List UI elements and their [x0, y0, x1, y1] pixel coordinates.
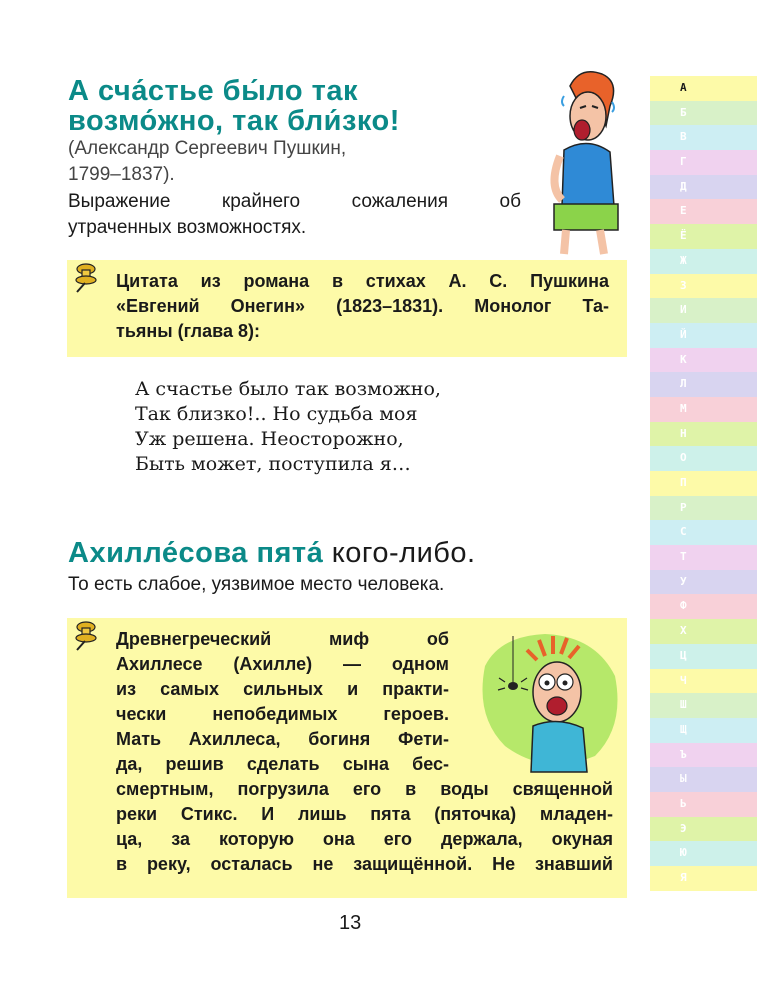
pushpin-icon — [71, 262, 97, 294]
alphabet-tab[interactable]: П — [650, 471, 757, 496]
alphabet-tab[interactable]: С — [650, 520, 757, 545]
poem-line: Уж решена. Неосторожно, — [135, 428, 404, 450]
entry2-note-text-wide — [116, 777, 613, 877]
alphabet-tab[interactable]: Э — [650, 817, 757, 842]
alphabet-tab[interactable]: Я — [650, 866, 757, 891]
entry2-title-rest: кого-либо. — [323, 537, 476, 569]
alphabet-tab[interactable]: Д — [650, 175, 757, 200]
note-line: реки Стикс. И лишь пята (пяточка) младен- — [116, 804, 613, 824]
note-line: «Евгений Онегин» (1823–1831). Монолог Та- — [116, 296, 609, 316]
entry1-description — [68, 189, 521, 241]
alphabet-tab[interactable]: Ы — [650, 767, 757, 792]
note-line: тьяны (глава 8): — [116, 321, 260, 341]
alphabet-tab[interactable]: Т — [650, 545, 757, 570]
description-line1: Выражение крайнего сожаления об — [68, 191, 521, 212]
note-line: Ахиллесе (Ахилле) — одном — [116, 654, 449, 674]
alphabet-tab[interactable]: Б — [650, 101, 757, 126]
alphabet-tab[interactable]: Ь — [650, 792, 757, 817]
alphabet-tab[interactable]: Л — [650, 372, 757, 397]
entry1-title-line1: А сча́стье бы́ло так — [68, 75, 359, 107]
entry1-attribution — [68, 136, 428, 188]
note-line: Цитата из романа в стихах А. С. Пушкина — [116, 271, 609, 291]
poem-line: Быть может, поступила я… — [135, 453, 411, 475]
attribution-line2: 1799–1837). — [68, 164, 175, 185]
alphabet-index — [650, 76, 757, 891]
alphabet-tab[interactable]: Ъ — [650, 743, 757, 768]
alphabet-tab[interactable]: О — [650, 446, 757, 471]
note-line: Мать Ахиллеса, богиня Фети- — [116, 729, 449, 749]
entry1-note-text — [116, 269, 609, 344]
entry2-title-main: Ахилле́сова пята́ — [68, 537, 324, 569]
alphabet-tab[interactable]: Ш — [650, 693, 757, 718]
entry1-title — [68, 76, 400, 136]
pushpin-icon — [71, 620, 97, 652]
attribution-line1: (Александр Сергеевич Пушкин, — [68, 138, 347, 159]
alphabet-tab[interactable]: Х — [650, 619, 757, 644]
alphabet-tab[interactable]: М — [650, 397, 757, 422]
note-line: смертным, погрузила его в воды священной — [116, 779, 613, 799]
entry2-note-text-narrow — [116, 627, 449, 777]
entry2-description: То есть слабое, уязвимое место человека. — [68, 574, 445, 595]
alphabet-tab[interactable]: В — [650, 125, 757, 150]
alphabet-tab[interactable]: Ф — [650, 594, 757, 619]
alphabet-tab[interactable]: Ч — [650, 669, 757, 694]
alphabet-tab[interactable]: Ё — [650, 224, 757, 249]
poem-line: Так близко!.. Но судьба моя — [135, 403, 418, 425]
note-line: в реку, осталась не защищённой. Не знавший — [116, 854, 613, 874]
alphabet-tab[interactable]: З — [650, 274, 757, 299]
alphabet-tab[interactable]: Р — [650, 496, 757, 521]
alphabet-tab[interactable]: Н — [650, 422, 757, 447]
alphabet-tab[interactable]: А — [650, 76, 757, 101]
entry1-note — [67, 260, 627, 357]
alphabet-tab[interactable]: Е — [650, 199, 757, 224]
alphabet-tab[interactable]: Ц — [650, 644, 757, 669]
entry2-title — [68, 538, 476, 568]
page-number: 13 — [339, 912, 362, 934]
note-line: Древнегреческий миф об — [116, 629, 449, 649]
entry1-title-line2: возмо́жно, так бли́зко! — [68, 105, 400, 137]
scared-boy-spider-illustration — [475, 626, 625, 776]
alphabet-tab[interactable]: К — [650, 348, 757, 373]
note-line: чески непобедимых героев. — [116, 704, 449, 724]
poem-line: А счастье было так возможно, — [135, 378, 441, 400]
note-line: ца, за которую она его держала, окуная — [116, 829, 613, 849]
entry2-note — [67, 618, 627, 898]
alphabet-tab[interactable]: Г — [650, 150, 757, 175]
crying-woman-illustration — [540, 66, 630, 256]
note-line: да, решив сделать сына бес- — [116, 754, 449, 774]
alphabet-tab[interactable]: У — [650, 570, 757, 595]
note-line: из самых сильных и практи- — [116, 679, 449, 699]
alphabet-tab[interactable]: Ж — [650, 249, 757, 274]
entry1-poem — [135, 377, 441, 477]
alphabet-tab[interactable]: И — [650, 298, 757, 323]
alphabet-tab[interactable]: Ю — [650, 841, 757, 866]
description-line2: утраченных возможностях. — [68, 217, 307, 238]
alphabet-tab[interactable]: Щ — [650, 718, 757, 743]
alphabet-tab[interactable]: Й — [650, 323, 757, 348]
